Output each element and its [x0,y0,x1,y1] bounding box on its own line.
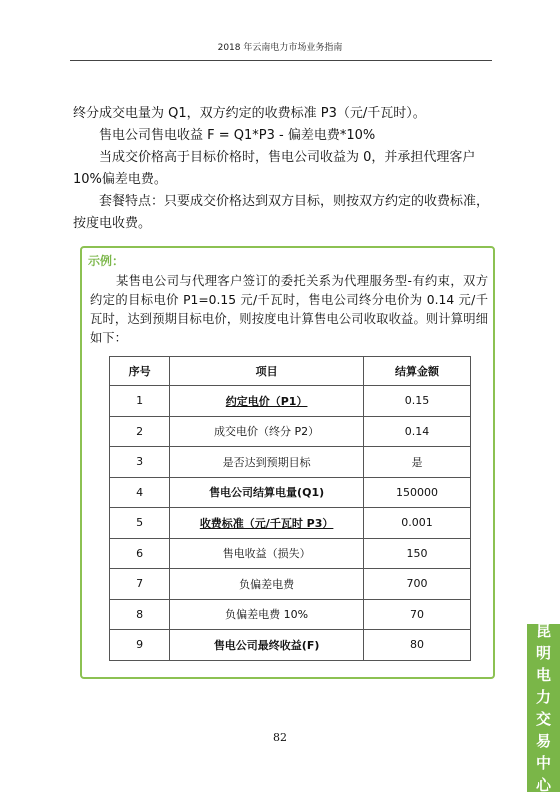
table-row [110,569,471,600]
side-tab-char: 明 [535,644,551,662]
side-tab-char: 心 [535,776,551,794]
cell-index: 5 [110,508,170,539]
cell-amount: 70 [363,599,470,630]
paragraph-2: 售电公司售电收益 F = Q1*P3 - 偏差电费*10% [99,128,376,143]
cell-item: 成交电价（终分 P2） [170,416,364,447]
side-tab-char: 昆 [535,622,551,640]
cell-amount: 150000 [363,477,470,508]
table-row [110,447,471,478]
cell-index: 8 [110,599,170,630]
cell-amount: 80 [363,630,470,661]
table-row [110,386,471,417]
table-header-row [110,357,471,386]
table-row [110,538,471,569]
cell-item: 负偏差电费 10% [170,599,364,630]
paragraph-1: 终分成交电量为 Q1，双方约定的收费标准 P3（元/千瓦时）。 [73,106,426,121]
cell-index: 6 [110,538,170,569]
cell-amount: 0.001 [363,508,470,539]
side-tab-char: 中 [535,754,551,772]
cell-amount: 是 [363,447,470,478]
cell-index: 2 [110,416,170,447]
header-item: 项目 [170,357,364,386]
side-tab-char: 力 [535,688,551,706]
side-tab [527,624,560,792]
cell-item: 负偏差电费 [170,569,364,600]
example-box [80,246,495,679]
header-index: 序号 [110,357,170,386]
cell-item: 是否达到预期目标 [170,447,364,478]
cell-amount: 150 [363,538,470,569]
paragraph-3: 当成交价格高于目标价格时，售电公司收益为 0，并承担代理客户 10%偏差电费。 [73,150,476,187]
cell-index: 9 [110,630,170,661]
cell-index: 7 [110,569,170,600]
side-tab-char: 电 [535,666,551,684]
cell-item: 售电收益（损失） [170,538,364,569]
side-tab-char: 交 [535,710,551,728]
page-number: 82 [273,731,287,744]
example-text [90,272,488,348]
header-amount: 结算金额 [363,357,470,386]
side-tab-char: 易 [535,732,551,750]
settlement-table [109,356,471,661]
example-label: 示例： [88,254,125,268]
cell-item: 售电公司结算电量(Q1) [170,477,364,508]
table-row [110,599,471,630]
header-divider [70,60,492,61]
table-row [110,630,471,661]
table-row [110,508,471,539]
page-header-title: 2018 年云南电力市场业务指南 [217,43,343,53]
cell-amount: 0.15 [363,386,470,417]
cell-item: 收费标准（元/千瓦时 P3） [170,508,364,539]
cell-amount: 0.14 [363,416,470,447]
example-paragraph: 某售电公司与代理客户签订的委托关系为代理服务型-有约束，双方约定的目标电价 P1=0.15 元/千瓦时，售电公司终分电价为 0.14 元/千瓦时，达到预期目标电价，则按度电计算售电公司收取收益。则计算明细如下： [90,274,488,345]
cell-amount: 700 [363,569,470,600]
paragraph-4: 套餐特点：只要成交价格达到双方目标，则按双方约定的收费标准，按度电收费。 [73,194,490,231]
cell-index: 3 [110,447,170,478]
cell-index: 4 [110,477,170,508]
cell-item: 售电公司最终收益(F) [170,630,364,661]
cell-item: 约定电价（P1） [170,386,364,417]
table-row [110,477,471,508]
table-row [110,416,471,447]
cell-index: 1 [110,386,170,417]
body-text [73,103,501,235]
